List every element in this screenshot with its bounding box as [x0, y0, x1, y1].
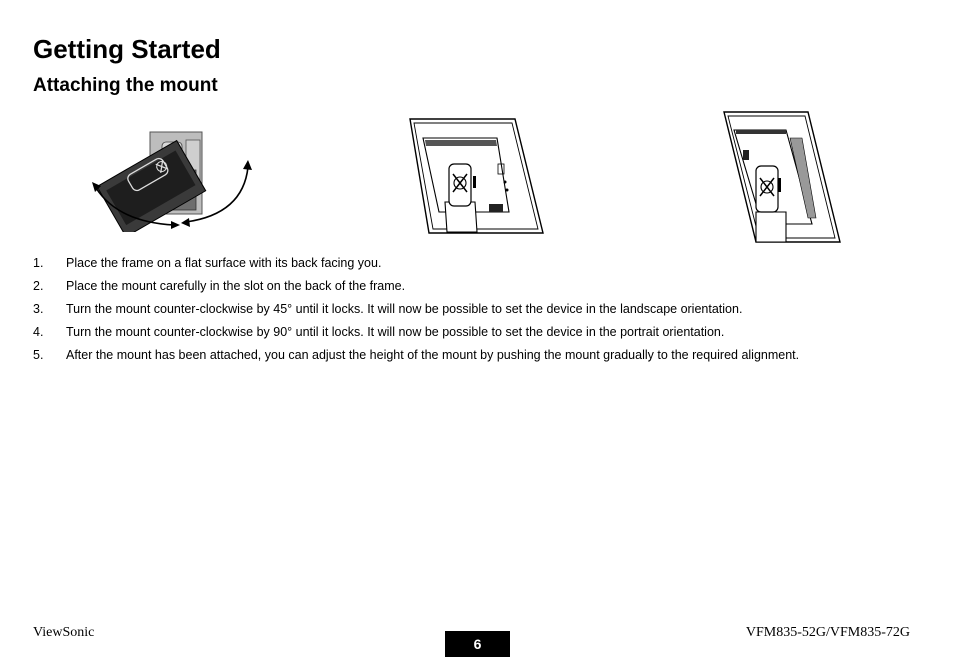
footer-model: VFM835-52G/VFM835-72G — [745, 625, 910, 640]
list-item: 2. Place the mount carefully in the slot on the back of the frame. — [33, 279, 406, 293]
list-item: 1. Place the frame on a flat surface with its back facing you. — [33, 256, 382, 270]
page-title: Getting Started — [33, 34, 221, 64]
portrait-frame-illustration — [720, 108, 845, 246]
instruction-list — [33, 255, 799, 370]
list-item: 4. Turn the mount counter-clockwise by 90° until it locks. It will now be possible to set the device in the portrait orientation. — [33, 325, 725, 339]
mount-rotation-illustration — [88, 122, 258, 232]
list-item: 3. Turn the mount counter-clockwise by 45° until it locks. It will now be possible to set the device in the landscape orientation. — [33, 302, 743, 316]
page-number: 6 — [445, 631, 510, 657]
footer-brand: ViewSonic — [33, 625, 95, 640]
section-subtitle: Attaching the mount — [33, 75, 218, 96]
landscape-frame-illustration — [405, 116, 547, 238]
list-item: 5. After the mount has been attached, you can adjust the height of the mount by pushing the mount gradually to the required alignment. — [33, 348, 800, 362]
